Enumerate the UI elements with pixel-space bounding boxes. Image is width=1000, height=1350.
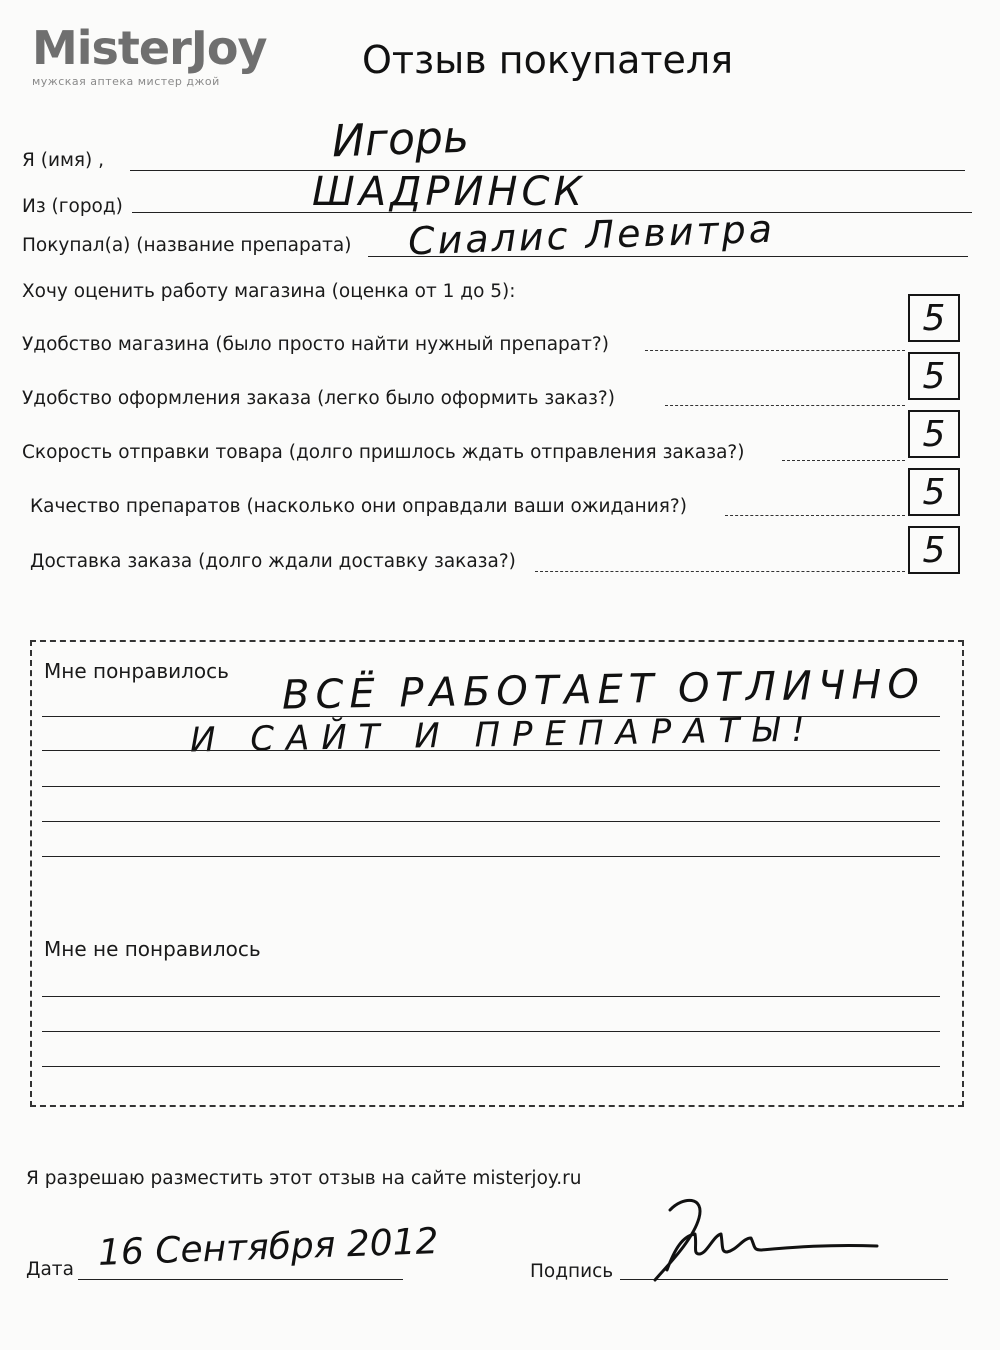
rating-label-product-quality: Качество препаратов (насколько они оправдали ваши ожидания?) — [30, 496, 687, 517]
liked-text-line-1: ВСЁ РАБОТАЕТ ОТЛИЧНО — [281, 661, 926, 719]
rating-label-delivery: Доставка заказа (долго ждали доставку заказа?) — [30, 551, 516, 572]
liked-writing-line — [42, 716, 940, 717]
date-value: 16 Сентября 2012 — [97, 1221, 440, 1274]
rating-score: 5 — [922, 413, 946, 455]
disliked-label: Мне не понравилось — [44, 937, 261, 961]
rating-score: 5 — [922, 297, 946, 339]
date-underline — [78, 1279, 403, 1280]
product-value: Сиалис Левитра — [407, 206, 776, 264]
rating-score: 5 — [922, 355, 946, 397]
rating-box-delivery — [908, 526, 960, 574]
brand-logo — [32, 21, 267, 88]
rating-score: 5 — [922, 529, 946, 571]
liked-writing-line — [42, 786, 940, 787]
rating-leader-line — [725, 515, 905, 516]
logo-brand-name: MisterJoy — [32, 21, 267, 75]
product-label: Покупал(а) (название препарата) — [22, 235, 352, 256]
liked-writing-line — [42, 856, 940, 857]
name-value: Игорь — [331, 111, 470, 168]
rating-label-ordering: Удобство оформления заказа (легко было оформить заказ?) — [22, 388, 615, 409]
rating-leader-line — [665, 405, 905, 406]
liked-label: Мне понравилось — [44, 659, 229, 683]
disliked-writing-line — [42, 1066, 940, 1067]
liked-writing-line — [42, 750, 940, 751]
rating-leader-line — [645, 350, 905, 351]
rating-box-ordering — [908, 352, 960, 400]
rating-leader-line — [782, 460, 905, 461]
rating-box-dispatch-speed — [908, 410, 960, 458]
signature-label: Подпись — [530, 1261, 614, 1282]
disliked-writing-line — [42, 1031, 940, 1032]
handwritten-signature — [615, 1188, 895, 1288]
name-label: Я (имя) , — [22, 150, 105, 171]
rating-intro: Хочу оценить работу магазина (оценка от 1 до 5): — [22, 281, 516, 302]
rating-score: 5 — [922, 471, 946, 513]
date-label: Дата — [26, 1259, 74, 1280]
city-value: ШАДРИНСК — [312, 169, 586, 215]
rating-box-store-convenience — [908, 294, 960, 342]
disliked-writing-line — [42, 996, 940, 997]
logo-tagline: мужская аптека мистер джой — [32, 75, 220, 88]
liked-text-line-2: И САЙТ И ПРЕПАРАТЫ! — [189, 709, 818, 761]
liked-writing-line — [42, 821, 940, 822]
page-title: Отзыв покупателя — [362, 38, 734, 82]
rating-label-dispatch-speed: Скорость отправки товара (долго пришлось ждать отправления заказа?) — [22, 442, 745, 463]
city-label: Из (город) — [22, 196, 123, 217]
rating-leader-line — [535, 571, 905, 572]
rating-label-store-convenience: Удобство магазина (было просто найти нужный препарат?) — [22, 334, 609, 355]
rating-box-product-quality — [908, 468, 960, 516]
permission-text: Я разрешаю разместить этот отзыв на сайте misterjoy.ru — [26, 1168, 582, 1189]
